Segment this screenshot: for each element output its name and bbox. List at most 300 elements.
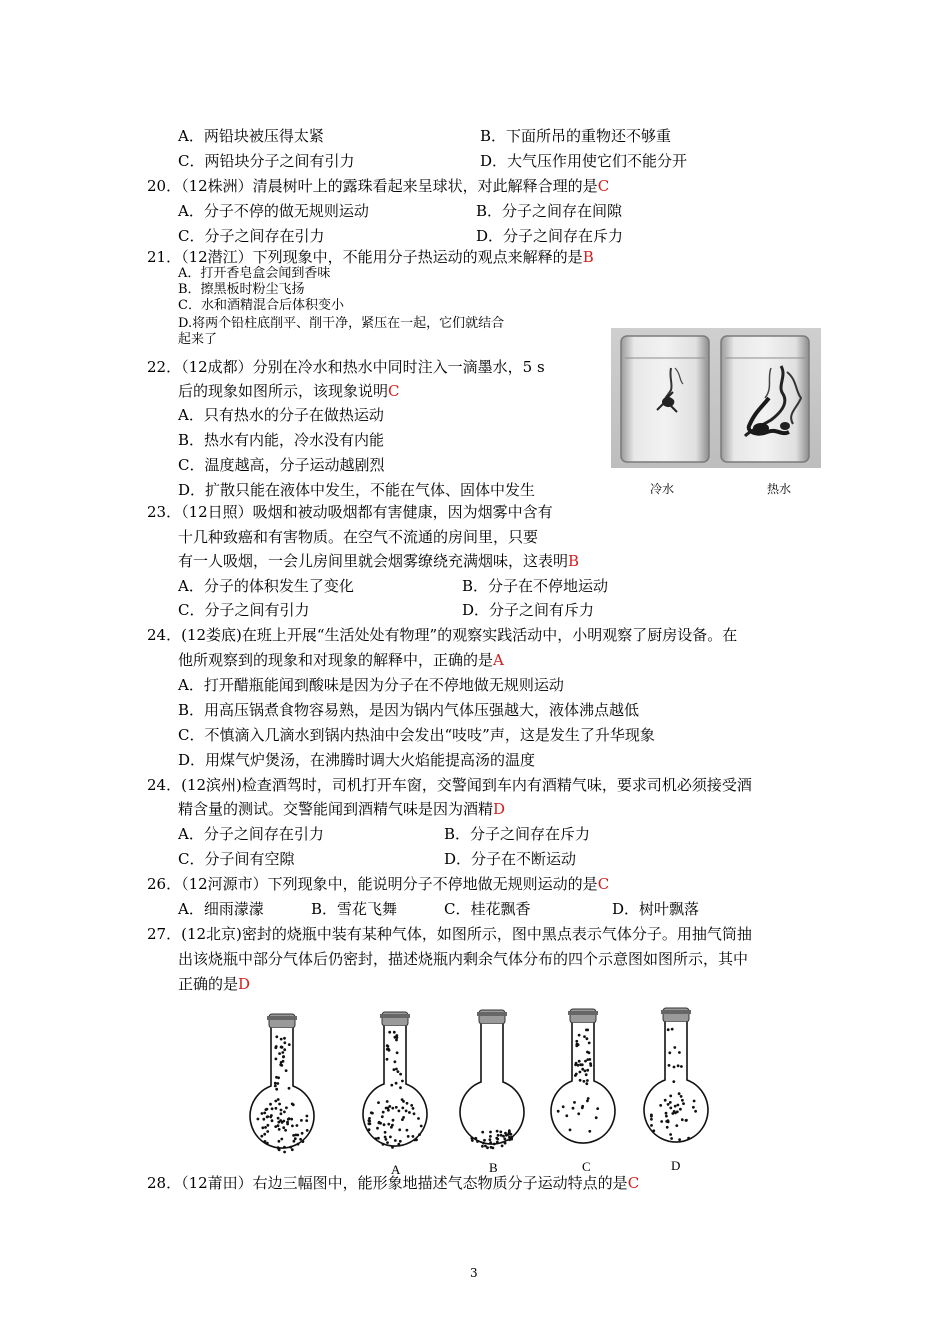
gas-molecule-dot: [586, 1069, 589, 1072]
gas-molecule-dot: [283, 1151, 286, 1154]
gas-molecule-dot: [574, 1074, 577, 1077]
gas-molecule-dot: [302, 1140, 305, 1143]
gas-molecule-dot: [667, 1121, 670, 1124]
gas-molecule-dot: [386, 1100, 389, 1103]
gas-molecule-dot: [260, 1135, 263, 1138]
gas-molecule-dot: [292, 1134, 295, 1137]
gas-molecule-dot: [279, 1063, 282, 1066]
gas-molecule-dot: [677, 1104, 680, 1107]
gas-molecule-dot: [290, 1118, 293, 1121]
gas-molecule-dot: [399, 1073, 402, 1076]
gas-molecule-dot: [281, 1121, 284, 1124]
q19-option-a: A．两铅块被压得太紧: [178, 127, 324, 145]
gas-molecule-dot: [481, 1131, 484, 1134]
gas-molecule-dot: [406, 1129, 409, 1132]
gas-molecule-dot: [578, 1034, 581, 1037]
flask-b: [460, 1010, 524, 1149]
gas-molecule-dot: [283, 1111, 286, 1114]
gas-molecule-dot: [565, 1114, 568, 1117]
gas-molecule-dot: [274, 1100, 277, 1103]
flask-c: [551, 1009, 615, 1143]
gas-molecule-dot: [585, 1073, 588, 1076]
q24a-answer: A: [493, 651, 504, 669]
gas-molecule-dot: [496, 1130, 499, 1133]
gas-molecule-dot: [577, 1043, 580, 1046]
gas-molecule-dot: [489, 1135, 492, 1138]
q24a-option-a: A．打开醋瓶能闻到酸味是因为分子在不停地做无规则运动: [178, 676, 564, 694]
gas-molecule-dot: [579, 1063, 582, 1066]
q24b-stem-line2: 精含量的测试。交警能闻到酒精气味是因为酒精D: [178, 800, 506, 818]
gas-molecule-dot: [267, 1124, 270, 1127]
gas-molecule-dot: [288, 1087, 291, 1090]
gas-molecule-dot: [408, 1111, 411, 1114]
gas-molecule-dot: [664, 1099, 667, 1102]
gas-molecule-dot: [382, 1111, 385, 1114]
gas-molecule-dot: [275, 1076, 278, 1079]
q24a-stem-line1: 24．(12娄底)在班上开展“生活处处有物理”的观察实践活动中，小明观察了厨房设备。在: [147, 626, 738, 644]
gas-molecule-dot: [569, 1129, 572, 1132]
gas-molecule-dot: [387, 1045, 390, 1048]
flasks-figure: [240, 1002, 720, 1162]
gas-molecule-dot: [280, 1112, 283, 1115]
gas-molecule-dot: [394, 1060, 397, 1063]
q21-stem: 21．（12潜江）下列现象中，不能用分子热运动的观点来解释的是B: [147, 248, 594, 266]
q27-answer: D: [238, 975, 251, 993]
gas-molecule-dot: [285, 1069, 288, 1072]
gas-molecule-dot: [589, 1064, 592, 1067]
gas-molecule-dot: [278, 1103, 281, 1106]
q22-answer: C: [388, 382, 400, 400]
gas-molecule-dot: [397, 1070, 400, 1073]
gas-molecule-dot: [489, 1138, 492, 1141]
q24b-answer: D: [493, 800, 506, 818]
gas-molecule-dot: [588, 1058, 591, 1061]
gas-molecule-dot: [579, 1071, 582, 1074]
q22-option-c: C．温度越高，分子运动越剧烈: [178, 456, 385, 474]
gas-molecule-dot: [694, 1110, 697, 1113]
gas-molecule-dot: [508, 1131, 511, 1134]
gas-molecule-dot: [577, 1064, 580, 1067]
gas-molecule-dot: [587, 1097, 590, 1100]
gas-molecule-dot: [675, 1124, 678, 1127]
gas-molecule-dot: [668, 1064, 671, 1067]
gas-molecule-dot: [264, 1126, 267, 1129]
gas-molecule-dot: [482, 1142, 485, 1145]
gas-molecule-dot: [504, 1142, 507, 1145]
gas-molecule-dot: [585, 1029, 588, 1032]
gas-molecule-dot: [410, 1104, 413, 1107]
gas-molecule-dot: [387, 1123, 390, 1126]
gas-molecule-dot: [284, 1129, 287, 1132]
gas-molecule-dot: [588, 1130, 591, 1133]
q21-option-d-line2: 起来了: [178, 332, 218, 347]
flask-label-b: B: [489, 1160, 498, 1175]
q24b-stem-line1: 24．(12滨州)检查酒驾时，司机打开车窗，交警闻到车内有酒精气味，要求司机必须接受酒: [147, 776, 752, 794]
gas-molecule-dot: [586, 1100, 589, 1103]
gas-molecule-dot: [405, 1110, 408, 1113]
gas-molecule-dot: [668, 1051, 671, 1054]
gas-molecule-dot: [393, 1068, 396, 1071]
q19-option-b: B．下面所吊的重物还不够重: [480, 127, 672, 145]
gas-molecule-dot: [493, 1143, 496, 1146]
gas-molecule-dot: [277, 1117, 280, 1120]
gas-molecule-dot: [665, 1112, 668, 1115]
gas-molecule-dot: [669, 1101, 672, 1104]
gas-molecule-dot: [679, 1108, 682, 1111]
q24a-option-c: C．不慎滴入几滴水到锅内热油中会发出“吱吱”声，这是发生了升华现象: [178, 726, 655, 744]
gas-molecule-dot: [575, 1040, 578, 1043]
gas-molecule-dot: [665, 1115, 668, 1118]
gas-molecule-dot: [270, 1114, 273, 1117]
gas-molecule-dot: [680, 1095, 683, 1098]
gas-molecule-dot: [402, 1116, 405, 1119]
beakers-figure: [611, 328, 821, 468]
gas-molecule-dot: [575, 1062, 578, 1065]
q23-option-c: C．分子之间有引力: [178, 601, 310, 619]
q24b-option-b: B．分子之间存在斥力: [444, 825, 591, 843]
gas-molecule-dot: [490, 1146, 493, 1149]
q24b-option-d: D．分子在不断运动: [444, 850, 577, 868]
gas-molecule-dot: [277, 1148, 280, 1151]
gas-molecule-dot: [386, 1141, 389, 1144]
gas-molecule-dot: [595, 1116, 598, 1119]
q23-option-d: D．分子之间有斥力: [462, 601, 595, 619]
q23-option-a: A．分子的体积发生了变化: [178, 577, 354, 595]
gas-molecule-dot: [282, 1055, 285, 1058]
q24b-option-c: C．分子间有空隙: [178, 850, 295, 868]
q20-stem: 20．（12株洲）清晨树叶上的露珠看起来呈球状，对此解释合理的是C: [147, 177, 610, 195]
gas-molecule-dot: [476, 1140, 479, 1143]
gas-molecule-dot: [395, 1034, 398, 1037]
page-number: 3: [470, 1266, 478, 1280]
gas-molecule-dot: [677, 1064, 680, 1067]
gas-molecule-dot: [389, 1136, 392, 1139]
gas-molecule-dot: [275, 1088, 278, 1091]
gas-molecule-dot: [581, 1106, 584, 1109]
gas-molecule-dot: [277, 1098, 280, 1101]
gas-molecule-dot: [693, 1100, 696, 1103]
gas-molecule-dot: [666, 1126, 669, 1129]
gas-molecule-dot: [499, 1131, 502, 1134]
gas-molecule-dot: [275, 1058, 278, 1061]
gas-molecule-dot: [412, 1135, 415, 1138]
q26-stem: 26．（12河源市）下列现象中，能说明分子不停地做无规则运动的是C: [147, 875, 610, 893]
gas-molecule-dot: [275, 1045, 278, 1048]
gas-molecule-dot: [276, 1082, 279, 1085]
gas-molecule-dot: [578, 1060, 581, 1063]
gas-molecule-dot: [669, 1133, 672, 1136]
gas-molecule-dot: [265, 1108, 268, 1111]
gas-molecule-dot: [583, 1080, 586, 1083]
gas-molecule-dot: [384, 1136, 387, 1139]
gas-molecule-dot: [501, 1145, 504, 1148]
gas-molecule-dot: [581, 1068, 584, 1071]
gas-molecule-dot: [280, 1046, 283, 1049]
gas-molecule-dot: [681, 1099, 684, 1102]
gas-molecule-dot: [388, 1049, 391, 1052]
gas-molecule-dot: [269, 1103, 272, 1106]
gas-molecule-dot: [392, 1119, 395, 1122]
q24a-option-b: B．用高压锅煮食物容易熟，是因为锅内气体压强越大，液体沸点越低: [178, 701, 640, 719]
gas-molecule-dot: [674, 1105, 677, 1108]
gas-molecule-dot: [486, 1146, 489, 1149]
gas-molecule-dot: [417, 1117, 420, 1120]
q26-option-a: A．细雨濛濛: [178, 900, 264, 918]
q22-stem-line2: 后的现象如图所示，该现象说明C: [178, 382, 400, 400]
gas-molecule-dot: [682, 1102, 685, 1105]
gas-molecule-dot: [278, 1052, 281, 1055]
gas-molecule-dot: [667, 1028, 670, 1031]
gas-molecule-dot: [306, 1115, 309, 1118]
gas-molecule-dot: [470, 1137, 473, 1140]
gas-molecule-dot: [393, 1031, 396, 1034]
gas-molecule-dot: [283, 1037, 286, 1040]
gas-molecule-dot: [382, 1143, 385, 1146]
q20-option-d: D．分子之间存在斥力: [476, 227, 624, 245]
q23-stem-line1: 23．（12日照）吸烟和被动吸烟都有害健康，因为烟雾中含有: [147, 503, 553, 521]
gas-molecule-dot: [278, 1140, 281, 1143]
gas-molecule-dot: [266, 1142, 269, 1145]
gas-molecule-dot: [281, 1051, 284, 1054]
gas-molecule-dot: [398, 1128, 401, 1131]
gas-molecule-dot: [681, 1118, 684, 1121]
gas-molecule-dot: [288, 1117, 291, 1120]
gas-molecule-dot: [588, 1042, 591, 1045]
gas-molecule-dot: [678, 1051, 681, 1054]
gas-molecule-dot: [671, 1028, 674, 1031]
gas-molecule-dot: [474, 1137, 477, 1140]
q26-option-b: B．雪花飞舞: [311, 900, 398, 918]
gas-molecule-dot: [489, 1141, 492, 1144]
flask-original: [250, 1014, 314, 1153]
q24a-stem-line2: 他所观察到的现象和对现象的解释中，正确的是A: [178, 651, 504, 669]
q27-stem-line2: 出该烧瓶中部分气体后仍密封，描述烧瓶内剩余气体分布的四个示意图如图所示，其中: [178, 950, 749, 968]
gas-molecule-dot: [586, 1037, 589, 1040]
gas-molecule-dot: [670, 1137, 673, 1140]
gas-molecule-dot: [572, 1107, 575, 1110]
gas-molecule-dot: [562, 1105, 565, 1108]
flask-label-c: C: [582, 1159, 591, 1174]
q23-stem-line2: 十几种致癌和有害物质。在空气不流通的房间里，只要: [178, 528, 539, 546]
q22-stem-line1: 22．（12成都）分别在冷水和热水中同时注入一滴墨水，5 s: [147, 358, 545, 376]
gas-molecule-dot: [669, 1107, 672, 1110]
gas-molecule-dot: [370, 1111, 373, 1114]
gas-molecule-dot: [652, 1129, 655, 1132]
gas-molecule-dot: [391, 1146, 394, 1149]
gas-molecule-dot: [397, 1143, 400, 1146]
gas-molecule-dot: [395, 1039, 398, 1042]
gas-molecule-dot: [388, 1031, 391, 1034]
gas-molecule-dot: [685, 1119, 688, 1122]
flask-label-d: D: [671, 1158, 681, 1173]
gas-molecule-dot: [650, 1115, 653, 1118]
q20-answer: C: [597, 177, 610, 195]
gas-molecule-dot: [678, 1092, 681, 1095]
gas-molecule-dot: [274, 1125, 277, 1128]
gas-molecule-dot: [497, 1134, 500, 1137]
gas-molecule-dot: [282, 1060, 285, 1063]
gas-molecule-dot: [384, 1131, 387, 1134]
gas-molecule-dot: [261, 1126, 264, 1129]
gas-molecule-dot: [289, 1146, 292, 1149]
gas-molecule-dot: [301, 1132, 304, 1135]
gas-molecule-dot: [496, 1138, 499, 1141]
gas-molecule-dot: [678, 1138, 681, 1141]
gas-molecule-dot: [283, 1048, 286, 1051]
gas-molecule-dot: [401, 1107, 404, 1110]
gas-molecule-dot: [413, 1112, 416, 1115]
gas-molecule-dot: [385, 1107, 388, 1110]
gas-molecule-dot: [377, 1137, 380, 1140]
gas-molecule-dot: [306, 1129, 309, 1132]
gas-molecule-dot: [285, 1106, 288, 1109]
gas-molecule-dot: [500, 1134, 503, 1137]
hot-water-beaker: [721, 336, 809, 462]
gas-molecule-dot: [278, 1128, 281, 1131]
gas-molecule-dot: [288, 1043, 291, 1046]
q23-option-b: B．分子在不停地运动: [462, 577, 609, 595]
gas-molecule-dot: [401, 1080, 404, 1083]
gas-molecule-dot: [286, 1123, 289, 1126]
q28-stem: 28．（12莆田）右边三幅图中，能形象地描述气态物质分子运动特点的是C: [147, 1174, 640, 1192]
flask-a: [363, 1012, 427, 1149]
gas-molecule-dot: [280, 1109, 283, 1112]
q24a-option-d: D．用煤气炉煲汤，在沸腾时调大火焰能提高汤的温度: [178, 751, 536, 769]
gas-molecule-dot: [399, 1140, 402, 1143]
gas-molecule-dot: [483, 1139, 486, 1142]
gas-molecule-dot: [383, 1123, 386, 1126]
q21-answer: B: [582, 248, 594, 266]
gas-molecule-dot: [396, 1051, 399, 1054]
gas-molecule-dot: [577, 1112, 580, 1115]
q28-answer: C: [627, 1174, 640, 1192]
gas-molecule-dot: [660, 1120, 663, 1123]
gas-molecule-dot: [283, 1041, 286, 1044]
gas-molecule-dot: [280, 1038, 283, 1041]
gas-molecule-dot: [508, 1138, 511, 1141]
q27-stem-line3: 正确的是D: [178, 975, 251, 993]
gas-molecule-dot: [385, 1138, 388, 1141]
gas-molecule-dot: [420, 1125, 423, 1128]
gas-molecule-dot: [407, 1135, 410, 1138]
gas-molecule-dot: [376, 1127, 379, 1130]
gas-molecule-dot: [673, 1046, 676, 1049]
gas-molecule-dot: [650, 1118, 653, 1121]
gas-molecule-dot: [481, 1145, 484, 1148]
gas-molecule-dot: [280, 1138, 283, 1141]
gas-molecule-dot: [283, 1146, 286, 1149]
gas-molecule-dot: [502, 1135, 505, 1138]
gas-molecule-dot: [263, 1112, 266, 1115]
gas-molecule-dot: [650, 1124, 653, 1127]
gas-molecule-dot: [692, 1106, 695, 1109]
gas-molecule-dot: [496, 1141, 499, 1144]
gas-molecule-dot: [390, 1084, 393, 1087]
gas-molecule-dot: [271, 1119, 274, 1122]
gas-molecule-dot: [406, 1102, 409, 1105]
q22-option-d: D．扩散只能在液体中发生，不能在气体、固体中发生: [178, 481, 536, 499]
q22-option-b: B．热水有内能，冷水没有内能: [178, 431, 385, 449]
gas-molecule-dot: [667, 1103, 670, 1106]
cold-water-caption: 冷水: [650, 482, 675, 496]
gas-molecule-dot: [257, 1118, 260, 1121]
q26-option-d: D．树叶飘落: [612, 900, 700, 918]
gas-molecule-dot: [368, 1122, 371, 1125]
gas-molecule-dot: [274, 1085, 277, 1088]
gas-molecule-dot: [271, 1107, 274, 1110]
q26-option-c: C．桂花飘香: [444, 900, 531, 918]
gas-molecule-dot: [395, 1082, 398, 1085]
gas-molecule-dot: [402, 1100, 405, 1103]
gas-molecule-dot: [391, 1107, 394, 1110]
gas-molecule-dot: [305, 1119, 308, 1122]
q20-option-b: B．分子之间存在间隙: [476, 202, 623, 220]
gas-molecule-dot: [673, 1110, 676, 1113]
gas-molecule-dot: [381, 1115, 384, 1118]
gas-molecule-dot: [266, 1130, 269, 1133]
gas-molecule-dot: [412, 1107, 415, 1110]
q21-option-b: B．擦黑板时粉尘飞扬: [178, 282, 305, 297]
flask-d: [644, 1008, 708, 1142]
gas-molecule-dot: [390, 1126, 393, 1129]
gas-molecule-dot: [266, 1115, 269, 1118]
gas-molecule-dot: [659, 1104, 662, 1107]
gas-molecule-dot: [672, 1080, 675, 1083]
gas-molecule-dot: [394, 1139, 397, 1142]
gas-molecule-dot: [293, 1140, 296, 1143]
q27-stem-line1: 27．(12北京)密封的烧瓶中装有某种气体，如图所示，图中黑点表示气体分子。用抽气筒抽: [147, 925, 752, 943]
gas-molecule-dot: [378, 1122, 381, 1125]
gas-molecule-dot: [588, 1051, 591, 1054]
gas-molecule-dot: [557, 1110, 560, 1113]
gas-molecule-dot: [415, 1138, 418, 1141]
gas-molecule-dot: [292, 1103, 295, 1106]
gas-molecule-dot: [294, 1137, 297, 1140]
gas-molecule-dot: [584, 1060, 587, 1063]
gas-molecule-dot: [585, 1082, 588, 1085]
q21-option-a: A．打开香皂盒会闻到香味: [178, 266, 331, 281]
gas-molecule-dot: [291, 1148, 294, 1151]
q21-option-d-line1: D.将两个铅柱底削平、削干净，紧压在一起，它们就结合: [178, 316, 505, 331]
gas-molecule-dot: [264, 1140, 267, 1143]
gas-molecule-dot: [399, 1086, 402, 1089]
q19-option-c: C．两铅块分子之间有引力: [178, 152, 355, 170]
gas-molecule-dot: [297, 1143, 300, 1146]
gas-molecule-dot: [291, 1125, 294, 1128]
gas-molecule-dot: [579, 1079, 582, 1082]
gas-molecule-dot: [586, 1079, 589, 1082]
gas-molecule-dot: [573, 1101, 576, 1104]
q23-answer: B: [568, 552, 580, 570]
gas-molecule-dot: [596, 1107, 599, 1110]
gas-molecule-dot: [300, 1119, 303, 1122]
q19-option-d: D．大气压作用使它们不能分开: [480, 152, 688, 170]
gas-molecule-dot: [368, 1128, 371, 1131]
gas-molecule-dot: [669, 1095, 672, 1098]
gas-molecule-dot: [508, 1136, 511, 1139]
gas-molecule-dot: [504, 1132, 507, 1135]
gas-molecule-dot: [299, 1138, 302, 1141]
gas-molecule-dot: [263, 1133, 266, 1136]
cold-water-beaker: [621, 336, 709, 462]
gas-molecule-dot: [510, 1136, 513, 1139]
hot-water-caption: 热水: [767, 482, 792, 496]
gas-molecule-dot: [584, 1070, 587, 1073]
gas-molecule-dot: [398, 1110, 401, 1113]
gas-molecule-dot: [295, 1134, 298, 1137]
gas-molecule-dot: [673, 1066, 676, 1069]
gas-molecule-dot: [275, 1107, 278, 1110]
